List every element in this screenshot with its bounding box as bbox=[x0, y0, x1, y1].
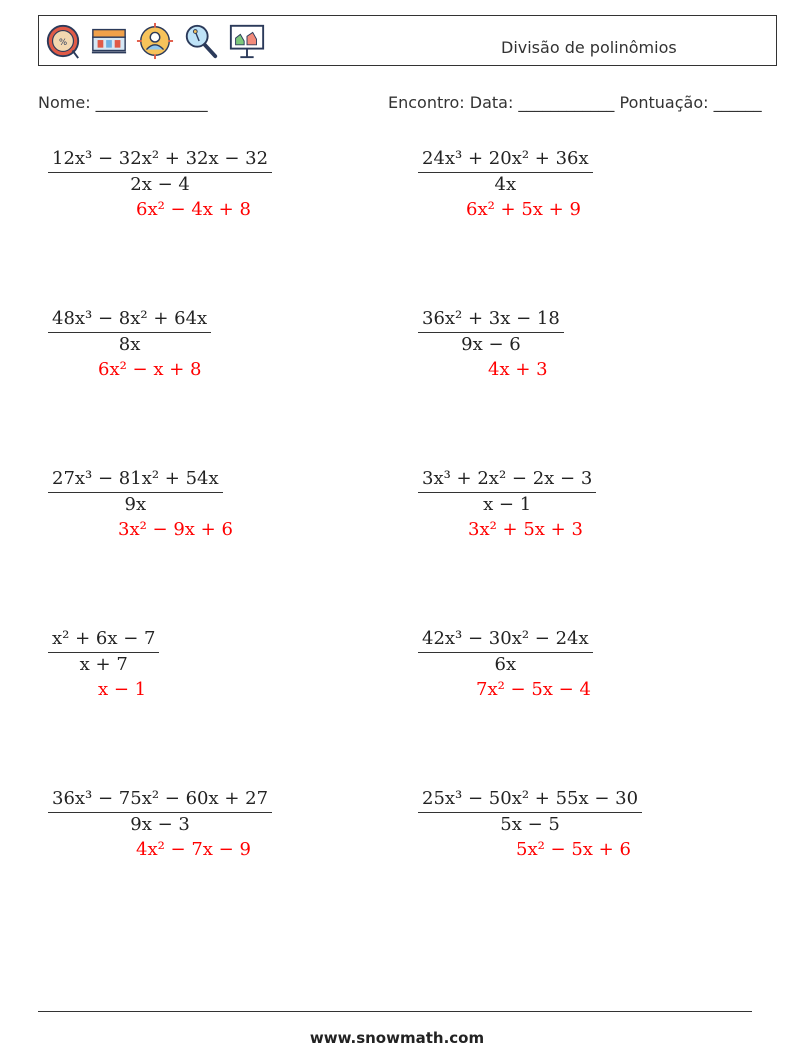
worksheet-title: Divisão de polinômios bbox=[501, 38, 677, 57]
answer: 6x² − 4x + 8 bbox=[136, 199, 251, 220]
numerator: 3x³ + 2x² − 2x − 3 bbox=[422, 468, 593, 489]
problem-fraction bbox=[48, 788, 272, 836]
numerator: 27x³ − 81x² + 54x bbox=[52, 468, 219, 489]
answer: 6x² + 5x + 9 bbox=[466, 199, 581, 220]
problem-fraction bbox=[48, 628, 159, 676]
denominator: x + 7 bbox=[79, 654, 128, 675]
denominator: 9x − 3 bbox=[130, 814, 190, 835]
svg-text:%: % bbox=[58, 37, 68, 48]
answer: 5x² − 5x + 6 bbox=[516, 839, 631, 860]
numerator: 48x³ − 8x² + 64x bbox=[52, 308, 208, 329]
problem-fraction bbox=[48, 148, 272, 196]
denominator: 9x bbox=[124, 494, 147, 515]
denominator: 9x − 6 bbox=[461, 334, 521, 355]
problem-fraction bbox=[418, 308, 564, 356]
numerator: 24x³ + 20x² + 36x bbox=[422, 148, 589, 169]
denominator: 5x − 5 bbox=[500, 814, 560, 835]
answer: 3x² + 5x + 3 bbox=[468, 519, 583, 540]
numerator: 36x³ − 75x² − 60x + 27 bbox=[52, 788, 269, 809]
denominator: 4x bbox=[494, 174, 517, 195]
answer: 7x² − 5x − 4 bbox=[476, 679, 591, 700]
answer: 6x² − x + 8 bbox=[98, 359, 202, 380]
user-target-icon bbox=[136, 21, 174, 61]
numerator: 25x³ − 50x² + 55x − 30 bbox=[422, 788, 639, 809]
answer: 4x + 3 bbox=[488, 359, 548, 380]
answer: 3x² − 9x + 6 bbox=[118, 519, 233, 540]
magnifier-icon bbox=[182, 21, 220, 61]
name-field-label: Nome: ______________ bbox=[38, 93, 208, 112]
header-icons bbox=[44, 21, 266, 63]
denominator: x − 1 bbox=[483, 494, 532, 515]
problem-fraction bbox=[418, 788, 642, 836]
numerator: 42x³ − 30x² − 24x bbox=[422, 628, 589, 649]
problem-fraction bbox=[418, 468, 596, 516]
numerator: 36x² + 3x − 18 bbox=[422, 308, 560, 329]
footer-divider bbox=[38, 1011, 752, 1012]
percent-calculator-icon bbox=[44, 21, 82, 61]
answer: x − 1 bbox=[98, 679, 147, 700]
footer-url: www.snowmath.com bbox=[309, 1029, 485, 1047]
denominator: 8x bbox=[118, 334, 141, 355]
denominator: 2x − 4 bbox=[130, 174, 190, 195]
answer: 4x² − 7x − 9 bbox=[136, 839, 251, 860]
date-score-label: Encontro: Data: ____________ Pontuação: ______ bbox=[388, 93, 762, 112]
abacus-icon bbox=[90, 21, 128, 61]
problem-fraction bbox=[48, 308, 211, 356]
denominator: 6x bbox=[494, 654, 517, 675]
problem-fraction bbox=[418, 628, 593, 676]
presentation-board-icon bbox=[228, 21, 266, 61]
worksheet-header bbox=[38, 15, 777, 66]
problem-fraction bbox=[48, 468, 223, 516]
problem-fraction bbox=[418, 148, 593, 196]
numerator: 12x³ − 32x² + 32x − 32 bbox=[52, 148, 269, 169]
numerator: x² + 6x − 7 bbox=[52, 628, 156, 649]
